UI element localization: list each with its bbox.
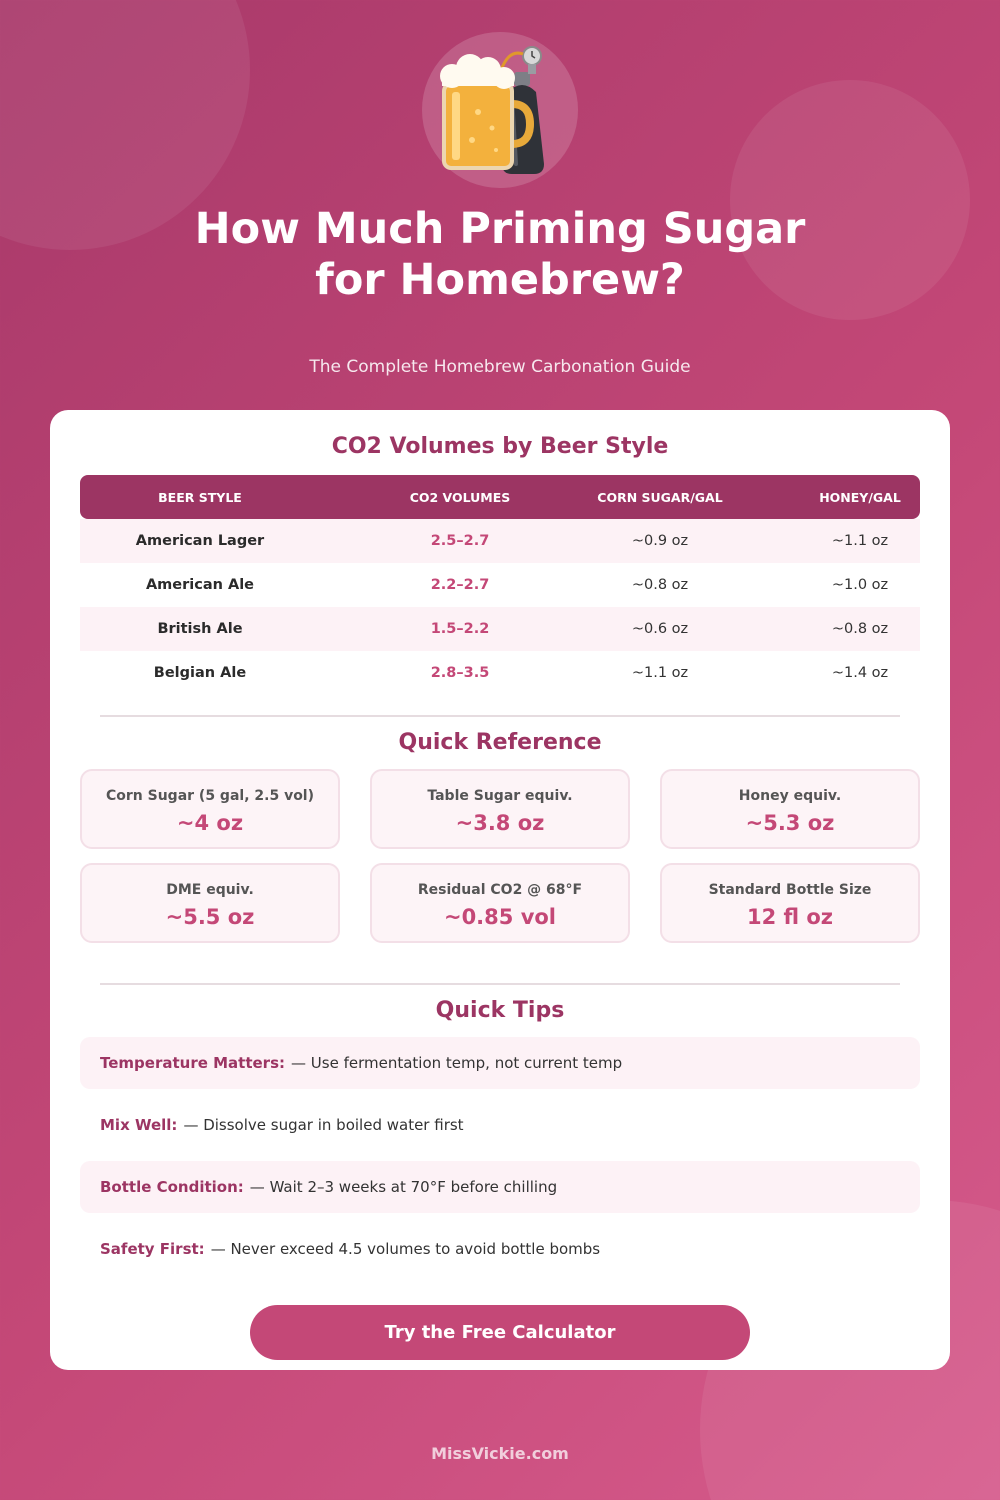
table-row: [80, 651, 920, 695]
beer-style-cell: British Ale: [157, 621, 243, 637]
corn-sugar-cell: ~0.8 oz: [631, 577, 689, 593]
tip-item: [80, 1099, 920, 1151]
reference-card-bottle-size: [660, 863, 920, 943]
tip-text: — Dissolve sugar in boiled water first: [183, 1116, 464, 1134]
honey-cell: ~1.4 oz: [831, 665, 889, 681]
tip-title: Safety First:: [100, 1240, 205, 1258]
beer-style-cell: American Ale: [145, 577, 255, 593]
tip-title: Bottle Condition:: [100, 1178, 244, 1196]
tip-item: [80, 1223, 920, 1275]
header-co2-volumes: CO2 VOLUMES: [409, 489, 511, 505]
table-row: [80, 563, 920, 607]
page-title-line2: for Homebrew?: [315, 255, 685, 305]
table-row: [80, 607, 920, 651]
reference-label: DME equiv.: [166, 882, 254, 898]
reference-label: Standard Bottle Size: [708, 882, 872, 898]
reference-label: Table Sugar equiv.: [427, 788, 573, 804]
co2-table-header: [80, 475, 920, 519]
co2-table-title: CO2 Volumes by Beer Style: [331, 434, 669, 459]
reference-value: 12 fl oz: [746, 905, 834, 929]
content-card: [50, 410, 950, 1370]
co2-volumes-cell: 2.5–2.7: [430, 533, 490, 549]
tip-item: [80, 1037, 920, 1089]
reference-card-corn-sugar: [80, 769, 340, 849]
reference-value: ~0.85 vol: [443, 905, 557, 929]
honey-cell: ~1.0 oz: [831, 577, 889, 593]
reference-value: ~5.3 oz: [745, 811, 835, 835]
co2-volumes-cell: 2.8–3.5: [430, 665, 490, 681]
honey-cell: ~0.8 oz: [831, 621, 889, 637]
reference-card-table-sugar: [370, 769, 630, 849]
reference-label: Honey equiv.: [738, 788, 842, 804]
honey-cell: ~1.1 oz: [831, 533, 889, 549]
table-row: [80, 519, 920, 563]
tip-text: — Wait 2–3 weeks at 70°F before chilling: [249, 1178, 558, 1196]
quick-reference-title: Quick Reference: [398, 730, 602, 755]
page-title-line1: How Much Priming Sugar: [194, 204, 806, 254]
reference-value: ~5.5 oz: [165, 905, 255, 929]
beer-mug-and-co2-tank-icon: [422, 32, 578, 188]
reference-value: ~3.8 oz: [455, 811, 545, 835]
corn-sugar-cell: ~1.1 oz: [631, 665, 689, 681]
reference-card-honey: [660, 769, 920, 849]
reference-card-dme: [80, 863, 340, 943]
free-calculator-button[interactable]: Try the Free Calculator: [250, 1305, 750, 1360]
reference-card-residual-co2: [370, 863, 630, 943]
reference-value: ~4 oz: [176, 811, 244, 835]
section-divider: [100, 983, 900, 985]
header-corn-sugar: CORN SUGAR/GAL: [597, 489, 723, 505]
tip-text: — Never exceed 4.5 volumes to avoid bottle bombs: [210, 1240, 601, 1258]
beer-style-cell: Belgian Ale: [153, 665, 247, 681]
corn-sugar-cell: ~0.9 oz: [631, 533, 689, 549]
co2-volumes-cell: 2.2–2.7: [430, 577, 490, 593]
co2-volumes-cell: 1.5–2.2: [430, 621, 490, 637]
tip-title: Mix Well:: [100, 1116, 178, 1134]
header-honey: HONEY/GAL: [819, 489, 901, 505]
footer-site-name[interactable]: MissVickie.com: [431, 1444, 569, 1463]
beer-style-cell: American Lager: [135, 533, 265, 549]
reference-label: Corn Sugar (5 gal, 2.5 vol): [105, 788, 315, 804]
tip-text: — Use fermentation temp, not current temp: [291, 1054, 623, 1072]
corn-sugar-cell: ~0.6 oz: [631, 621, 689, 637]
page-subtitle: The Complete Homebrew Carbonation Guide: [309, 357, 691, 377]
section-divider: [100, 715, 900, 717]
tip-item: [80, 1161, 920, 1213]
header-beer-style: BEER STYLE: [158, 489, 242, 505]
quick-tips-title: Quick Tips: [435, 998, 565, 1023]
tip-title: Temperature Matters:: [100, 1054, 286, 1072]
page-title: [0, 204, 1000, 306]
reference-label: Residual CO2 @ 68°F: [417, 882, 583, 898]
